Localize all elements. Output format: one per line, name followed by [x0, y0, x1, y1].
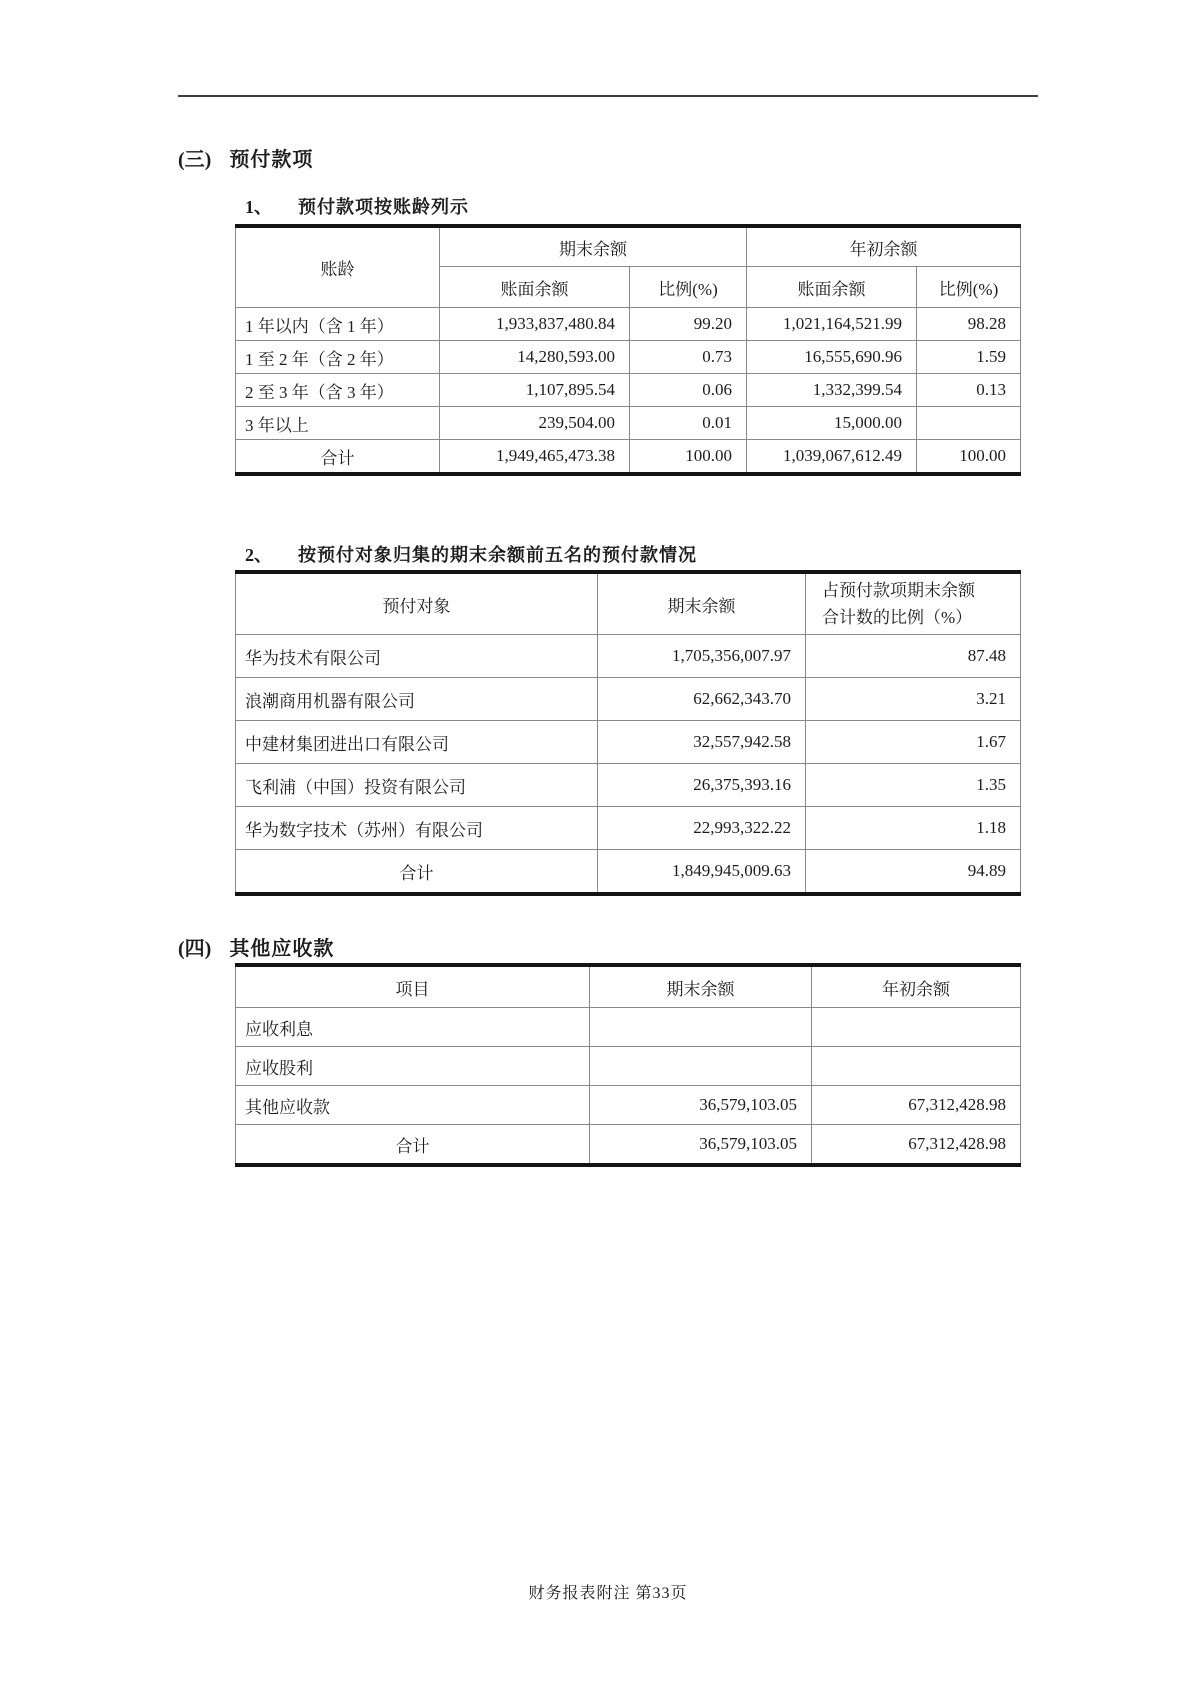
section-3-number: (三) [178, 149, 212, 171]
col-header-ratio-begin: 比例(%) [917, 267, 1021, 308]
end-amount: 22,993,322.22 [598, 807, 806, 850]
total-end-ratio: 100.00 [630, 440, 747, 475]
col-header-item: 项目 [236, 965, 590, 1008]
col-header-ratio-line1: 占预付款项期末余额 [822, 581, 975, 600]
total-begin-ratio: 100.00 [917, 440, 1021, 475]
col-header-book-balance-end: 账面余额 [440, 267, 630, 308]
end-amount [590, 1047, 812, 1086]
age-label: 2 至 3 年（含 3 年） [236, 374, 440, 407]
table-row [236, 407, 1021, 440]
end-amount [590, 1008, 812, 1047]
age-label: 1 年以内（含 1 年） [236, 308, 440, 341]
col-group-ending-balance: 期末余额 [440, 226, 747, 267]
col-group-beginning-balance: 年初余额 [747, 226, 1021, 267]
total-label: 合计 [236, 1125, 590, 1166]
end-ratio: 0.06 [630, 374, 747, 407]
subsection-1-number: 1、 [245, 197, 272, 217]
begin-amount: 15,000.00 [747, 407, 917, 440]
company-name: 飞利浦（中国）投资有限公司 [236, 764, 598, 807]
total-begin-amount: 1,039,067,612.49 [747, 440, 917, 475]
table-row [236, 1047, 1021, 1086]
ratio: 87.48 [806, 635, 1021, 678]
subsection-2-heading [245, 541, 697, 567]
prepayments-aging-table [235, 224, 1021, 476]
ratio: 1.67 [806, 721, 1021, 764]
total-label: 合计 [236, 440, 440, 475]
item-label: 应收利息 [236, 1008, 590, 1047]
table-row [236, 1086, 1021, 1125]
subsection-1-heading [245, 193, 469, 219]
total-label: 合计 [236, 850, 598, 895]
table-total-row [236, 1125, 1021, 1166]
total-amount: 1,849,945,009.63 [598, 850, 806, 895]
table-row [236, 341, 1021, 374]
col-header-beginning-balance: 年初余额 [812, 965, 1021, 1008]
table-row [236, 1008, 1021, 1047]
prepayments-top5-table [235, 570, 1021, 896]
end-amount: 1,107,895.54 [440, 374, 630, 407]
end-amount: 32,557,942.58 [598, 721, 806, 764]
header-rule [178, 95, 1038, 97]
company-name: 华为技术有限公司 [236, 635, 598, 678]
end-ratio: 0.01 [630, 407, 747, 440]
begin-amount: 16,555,690.96 [747, 341, 917, 374]
section-4-title: 其他应收款 [229, 938, 335, 960]
age-label: 1 至 2 年（含 2 年） [236, 341, 440, 374]
section-3-title: 预付款项 [229, 149, 314, 171]
page-footer: 财务报表附注 第33页 [528, 1585, 688, 1602]
end-ratio: 0.73 [630, 341, 747, 374]
item-label: 其他应收款 [236, 1086, 590, 1125]
begin-amount: 1,021,164,521.99 [747, 308, 917, 341]
ratio: 3.21 [806, 678, 1021, 721]
table-row [236, 678, 1021, 721]
total-end-amount: 36,579,103.05 [590, 1125, 812, 1166]
table-row [236, 226, 1021, 267]
col-header-target: 预付对象 [236, 572, 598, 635]
end-amount: 1,705,356,007.97 [598, 635, 806, 678]
subsection-2-number: 2、 [245, 545, 272, 565]
subsection-2-title: 按预付对象归集的期末余额前五名的预付款情况 [298, 545, 697, 565]
section-4-number: (四) [178, 938, 212, 960]
begin-ratio: 98.28 [917, 308, 1021, 341]
end-ratio: 99.20 [630, 308, 747, 341]
total-ratio: 94.89 [806, 850, 1021, 895]
col-header-ending-balance: 期末余额 [598, 572, 806, 635]
end-amount: 36,579,103.05 [590, 1086, 812, 1125]
table-row [236, 572, 1021, 635]
total-end-amount: 1,949,465,473.38 [440, 440, 630, 475]
item-label: 应收股利 [236, 1047, 590, 1086]
end-amount: 1,933,837,480.84 [440, 308, 630, 341]
age-label: 3 年以上 [236, 407, 440, 440]
other-receivables-table [235, 963, 1021, 1167]
company-name: 浪潮商用机器有限公司 [236, 678, 598, 721]
table-row [236, 721, 1021, 764]
table-row [236, 635, 1021, 678]
begin-amount [812, 1047, 1021, 1086]
ratio: 1.35 [806, 764, 1021, 807]
col-header-ratio-of-total [806, 572, 1021, 635]
company-name: 中建材集团进出口有限公司 [236, 721, 598, 764]
table-row [236, 764, 1021, 807]
end-amount: 239,504.00 [440, 407, 630, 440]
begin-ratio: 1.59 [917, 341, 1021, 374]
col-header-ratio-end: 比例(%) [630, 267, 747, 308]
begin-amount: 67,312,428.98 [812, 1086, 1021, 1125]
col-header-book-balance-begin: 账面余额 [747, 267, 917, 308]
company-name: 华为数字技术（苏州）有限公司 [236, 807, 598, 850]
end-amount: 14,280,593.00 [440, 341, 630, 374]
col-header-age: 账龄 [236, 226, 440, 308]
end-amount: 26,375,393.16 [598, 764, 806, 807]
table-total-row [236, 850, 1021, 895]
ratio: 1.18 [806, 807, 1021, 850]
table-row [236, 308, 1021, 341]
section-3-heading [178, 143, 313, 172]
table-row [236, 374, 1021, 407]
col-header-ratio-line2: 合计数的比例（%） [822, 608, 973, 627]
table-total-row [236, 440, 1021, 475]
table-row [236, 965, 1021, 1008]
col-header-ending-balance: 期末余额 [590, 965, 812, 1008]
total-begin-amount: 67,312,428.98 [812, 1125, 1021, 1166]
begin-ratio [917, 407, 1021, 440]
table-row [236, 807, 1021, 850]
section-4-heading [178, 932, 334, 961]
subsection-1-title: 预付款项按账龄列示 [298, 197, 469, 217]
begin-amount [812, 1008, 1021, 1047]
end-amount: 62,662,343.70 [598, 678, 806, 721]
begin-ratio: 0.13 [917, 374, 1021, 407]
begin-amount: 1,332,399.54 [747, 374, 917, 407]
